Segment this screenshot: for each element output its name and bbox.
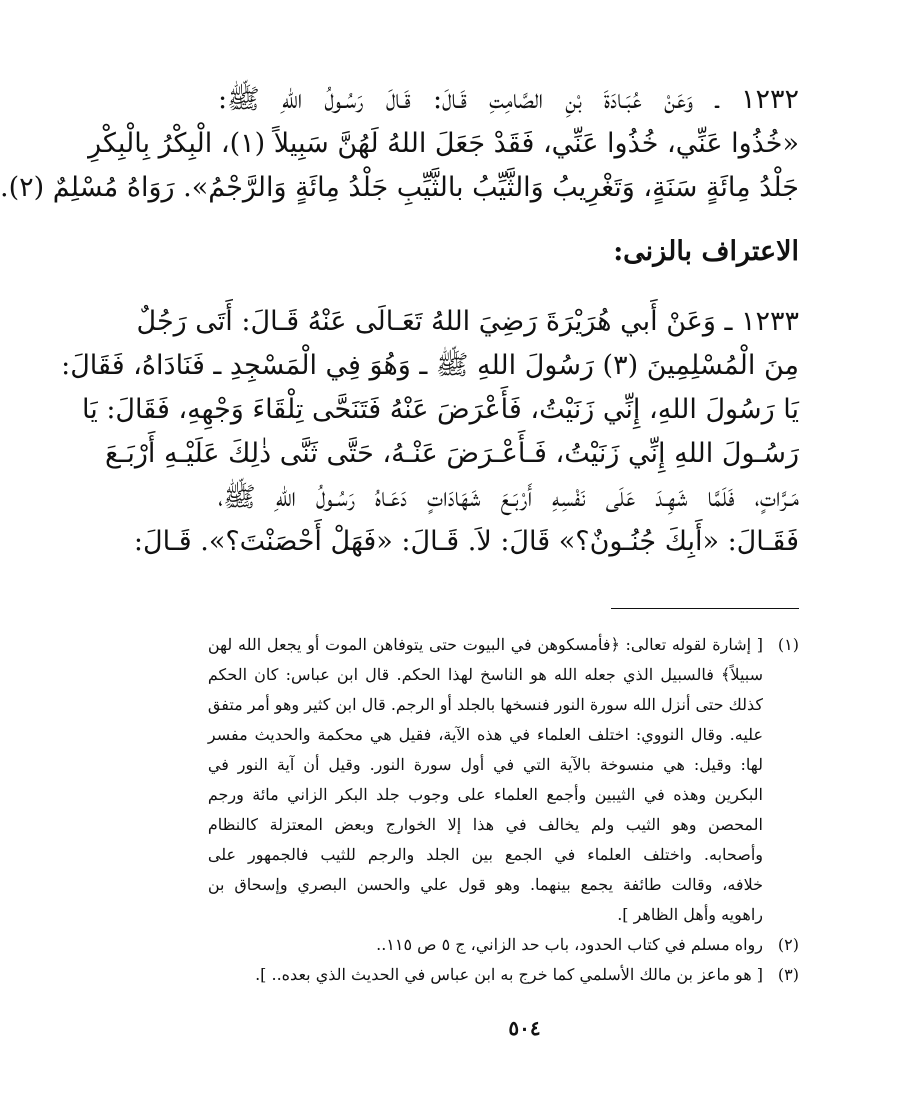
text-line: ١٢٣٣ ـ وَعَنْ أَبي هُرَيْرَةَ رَضِيَ اللهُ تَعَـالَى عَنْهُ قَـالَ: أَتَى رَجُلٌ bbox=[136, 306, 799, 337]
footnote-body bbox=[208, 630, 763, 930]
footnote-line: كذلك حتى أنزل الله سورة النور فنسخها بالجلد أو الرجم. قال ابن كثير وهو أمر متفق bbox=[207, 695, 763, 714]
footnote-line: سبيلاً﴾ فالسبيل الذي جعله الله هو الناسخ لهذا الحكم. قال ابن عباس: كان الحكم bbox=[207, 665, 763, 684]
hadith-1232 bbox=[0, 78, 799, 210]
footnotes bbox=[207, 630, 799, 990]
footnote-3 bbox=[218, 960, 799, 990]
page-number: ٥٠٤ bbox=[508, 1016, 541, 1040]
text-line: ١٢٣٢ ـ وَعَنْ عُبَـادَةَ بْنِ الصَّامِتِ قَـالَ: قَـالَ رَسُـولُ اللهِ ﷺ: bbox=[218, 84, 799, 115]
footnote-line: وأصحابه. واختلف العلماء في الجمع بين الجلد والرجم للثيب فالجمهور على bbox=[207, 845, 763, 864]
footnote-line: البكرين وهذه في الثيبين وأجمع العلماء على وجوب جلد البكر الزاني مائة ورجم bbox=[207, 785, 763, 804]
hadith-1233 bbox=[61, 300, 799, 564]
footnote-line: رواه مسلم في كتاب الحدود، باب حد الزاني، ج ٥ ص ١١٥.. bbox=[376, 935, 763, 954]
footnote-line: عليه. وقال النووي: اختلف العلماء في هذه الآية، فقيل هي محكمة والحديث مفسر bbox=[207, 725, 763, 744]
section-heading: الاعتراف بالزنى: bbox=[613, 236, 799, 267]
footnote-line: راهويه وأهل الظاهر ]. bbox=[617, 905, 763, 924]
footnote-line: المحصن وهو الثيب ولم يخالف في هذا إلا الخوارج وبعض المعتزلة كالنظام bbox=[207, 815, 763, 834]
text-line: يَا رَسُولَ اللهِ، إِنِّي زَنَيْتُ، فَأَعْرَضَ عَنْهُ فَتَنَحَّى تِلْقَاءَ وَجْهِهِ، فَقَالَ: يَا bbox=[82, 394, 799, 425]
text-line: رَسُـولَ اللهِ إِنِّي زَنَيْتُ، فَـأَعْـرَضَ عَنْـهُ، حَتَّى ثَنَّى ذٰلِكَ عَلَيْـهِ أَرْبَـعَ bbox=[105, 438, 799, 469]
text-line: مِنَ الْمُسْلِمِينَ (٣) رَسُولَ اللهِ ﷺ ـ وَهُوَ فِي الْمَسْجِدِ ـ فَنَادَاهُ، فَقَالَ: bbox=[61, 350, 799, 381]
footnote-line: خلافه، وقالت طائفة يجمع بينهما. وهو قول علي والحسن البصري وإسحاق بن bbox=[207, 875, 764, 894]
text-line: «خُذُوا عَنِّي، خُذُوا عَنِّي، فَقَدْ جَعَلَ اللهُ لَهُنَّ سَبِيلاً (١)، الْبِكْرُ بِالْبِكْرِ bbox=[88, 128, 799, 159]
footnote-separator bbox=[611, 608, 799, 609]
main-text bbox=[0, 78, 799, 564]
footnote-number: (٣) bbox=[777, 965, 799, 984]
footnote-body bbox=[218, 930, 763, 960]
book-page bbox=[0, 78, 799, 1067]
footnote-number: (١) bbox=[777, 635, 799, 654]
footnote-number: (٢) bbox=[777, 935, 799, 954]
footnote-body bbox=[218, 960, 763, 990]
footnote-2 bbox=[218, 930, 799, 960]
footnote-line: [ إشارة لقوله تعالى: ﴿فأمسكوهن في البيوت حتى يتوفاهن الموت أو يجعل الله لهن bbox=[207, 635, 763, 654]
text-line: فَقَـالَ: «أَبِكَ جُنُـونٌ؟» قَالَ: لاَ. قَـالَ: «فَهَلْ أَحْصَنْتَ؟». قَـالَ: bbox=[133, 526, 799, 557]
footnote-line: [ هو ماعز بن مالك الأسلمي كما خرج به ابن عباس في الحديث الذي بعده.. ]. bbox=[255, 965, 763, 984]
footnote-line: لها: وقيل: هي منسوخة بالآية التي في أول سورة النور. وقيل أن آية النور في bbox=[207, 755, 764, 774]
footnote-1 bbox=[207, 630, 799, 930]
text-line: جَلْدُ مِائَةٍ سَنَةٍ، وَتَغْرِيبُ وَالثَّيِّبُ بالثَّيِّبِ جَلْدُ مِائَةٍ وَالرَّجْمُ». رَوَاهُ مُسْلِمٌ (٢). bbox=[0, 172, 799, 203]
text-line: مَـرَّاتٍ، فَلَمَّا شَهِـدَ عَلَى نَفْسِهِ أَرْبَـعَ شَهَادَاتٍ دَعَـاهُ رَسُـولُ اللهِ ﷺ، bbox=[218, 482, 799, 513]
